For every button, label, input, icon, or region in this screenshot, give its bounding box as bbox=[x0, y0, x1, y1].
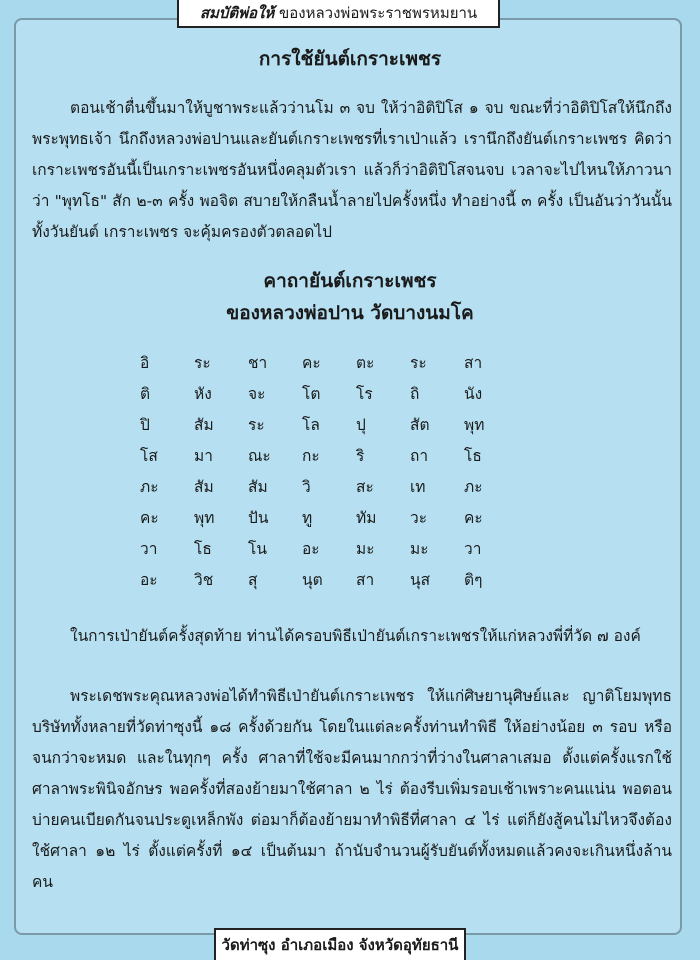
katha-syllable: นุส bbox=[410, 571, 431, 589]
katha-syllable: สุ bbox=[248, 571, 258, 589]
katha-syllable: ชา bbox=[248, 354, 268, 372]
katha-syllable: เท bbox=[410, 478, 426, 496]
katha-syllable: นัง bbox=[464, 385, 483, 403]
katha-syllable: ทัม bbox=[356, 509, 377, 527]
katha-syllable: ระ bbox=[410, 354, 427, 372]
paragraph-ceremony: ในการเป่ายันต์ครั้งสุดท้าย ท่านได้ครอบพิธีเป่ายันต์เกราะเพชรให้แก่หลวงพี่ที่วัด ๗ องค์ bbox=[70, 627, 641, 645]
katha-syllable: นุต bbox=[302, 571, 323, 589]
katha-syllable: กะ bbox=[302, 447, 320, 465]
katha-syllable: โส bbox=[140, 447, 158, 465]
footer-location: วัดท่าซุง อำเภอเมือง จังหวัดอุทัยธานี bbox=[214, 928, 466, 960]
katha-syllable: โน bbox=[248, 540, 267, 558]
katha-syllable: มะ bbox=[356, 540, 375, 558]
katha-syllable: ถา bbox=[410, 447, 429, 465]
katha-syllable: สัม bbox=[194, 416, 214, 434]
katha-syllable: สัม bbox=[194, 478, 214, 496]
katha-syllable: ปุ bbox=[356, 416, 366, 434]
katha-row bbox=[140, 502, 518, 533]
katha-syllable: ภะ bbox=[140, 478, 159, 496]
katha-syllable: ติๆ bbox=[464, 571, 483, 589]
katha-grid bbox=[140, 347, 518, 595]
paragraph-history: พระเดชพระคุณหลวงพ่อได้ทำพิธีเป่ายันต์เกราะเพชร ให้แก่ศิษยานุศิษย์และ ญาติโยมพุทธบริษัททั้งหลายที่วัดท่าซุงนี้ ๑๘ ครั้งด้วยกัน โดยในแต่ละครั้งท่านทำพิธี ให้อย่างน้อย ๓ รอบ หรือจนกว่าจะหมด และในทุกๆ ครั้ง ศาลาที่ใช้จะมีคนมากกว่าที่ว่างในศาลาเสมอ ตั้งแต่ครั้งแรกใช้ศาลาพระพินิจอักษร พอครั้งที่สองย้ายมาใช้ศาลา ๒ ไร่ ต้องรีบเพิ่มรอบเช้าเพราะคนแน่น พอตอนบ่ายคนเบียดกันจนประตูเหล็กพัง ต่อมาก็ต้องย้ายมาทำพิธีที่ศาลา ๔ ไร่ แต่ก็ยังสู้คนไม่ไหวจึงต้องใช้ศาลา ๑๒ ไร่ ตั้งแต่ครั้งที่ ๑๔ เป็นต้นมา ถ้านับจำนวนผู้รับยันต์ทั้งหมดแล้วคงจะเกินหนึ่งล้านคน bbox=[32, 687, 672, 891]
katha-syllable: วะ bbox=[410, 509, 428, 527]
katha-syllable: สา bbox=[356, 571, 375, 589]
katha-syllable: ปัน bbox=[248, 509, 269, 527]
katha-syllable: โร bbox=[356, 385, 373, 403]
katha-syllable: โต bbox=[302, 385, 321, 403]
katha-syllable: คะ bbox=[140, 509, 159, 527]
katha-syllable: อะ bbox=[302, 540, 320, 558]
katha-syllable: พุท bbox=[194, 509, 215, 527]
katha-syllable: ริ bbox=[356, 447, 365, 465]
katha-subtitle: ของหลวงพ่อปาน วัดบางนมโค bbox=[226, 302, 474, 324]
katha-syllable: โล bbox=[302, 416, 320, 434]
katha-row bbox=[140, 564, 518, 595]
katha-syllable: วา bbox=[140, 540, 158, 558]
katha-row bbox=[140, 471, 518, 502]
katha-syllable: สัม bbox=[248, 478, 268, 496]
katha-syllable: คะ bbox=[464, 509, 483, 527]
header-series: สมบัติพ่อให้ bbox=[199, 4, 275, 22]
paragraph-usage: ตอนเช้าตื่นขึ้นมาให้บูชาพระแล้วว่านโม ๓ จบ ให้ว่าอิติปิโส ๑ จบ ขณะที่ว่าอิติปิโสให้นึกถึงพระพุทธเจ้า นึกถึงหลวงพ่อปานและยันต์เกราะเพชรที่เราเป่าแล้ว เรานึกถึงยันต์เกราะเพชร คิดว่าเกราะเพชรอันนี้เป็นเกราะเพชรอันหนึ่งคลุมตัวเรา แล้วก็ว่าอิติปิโสจนจบ เวลาจะไปไหนให้ภาวนาว่า "พุทโธ" สัก ๒-๓ ครั้ง พอจิต สบายให้กลืนน้ำลายไปครั้งหนึ่ง ทำอย่างนี้ ๓ ครั้ง เป็นอันว่าวันนั้นทั้งวันยันต์ เกราะเพชร จะคุ้มครองตัวตลอดไป bbox=[32, 99, 672, 241]
katha-syllable: ณะ bbox=[248, 447, 271, 465]
katha-syllable: ทู bbox=[302, 509, 313, 527]
katha-syllable: คะ bbox=[302, 354, 321, 372]
katha-syllable: หัง bbox=[194, 385, 212, 403]
katha-syllable: วิช bbox=[194, 571, 214, 589]
katha-syllable: จะ bbox=[248, 385, 266, 403]
katha-syllable: ภะ bbox=[464, 478, 483, 496]
katha-row bbox=[140, 347, 518, 378]
katha-syllable: ปิ bbox=[140, 416, 150, 434]
katha-syllable: สา bbox=[464, 354, 483, 372]
katha-syllable: ถิ bbox=[410, 385, 420, 403]
katha-syllable: วิ bbox=[302, 478, 311, 496]
katha-syllable: ระ bbox=[248, 416, 265, 434]
katha-row bbox=[140, 378, 518, 409]
katha-syllable: มา bbox=[194, 447, 213, 465]
katha-row bbox=[140, 440, 518, 471]
katha-syllable: ระ bbox=[194, 354, 211, 372]
katha-syllable: พุท bbox=[464, 416, 485, 434]
katha-syllable: อะ bbox=[140, 571, 158, 589]
katha-syllable: โธ bbox=[464, 447, 482, 465]
katha-syllable: อิ bbox=[140, 354, 150, 372]
katha-title: คาถายันต์เกราะเพชร bbox=[263, 270, 437, 292]
katha-syllable: ตะ bbox=[356, 354, 375, 372]
page-title: การใช้ยันต์เกราะเพชร bbox=[258, 48, 442, 70]
katha-row bbox=[140, 409, 518, 440]
header-tab bbox=[177, 0, 500, 28]
katha-syllable: สะ bbox=[356, 478, 374, 496]
katha-syllable: ติ bbox=[140, 385, 151, 403]
katha-syllable: วา bbox=[464, 540, 482, 558]
katha-syllable: มะ bbox=[410, 540, 429, 558]
header-subtitle: ของหลวงพ่อพระราชพรหมยาน bbox=[279, 4, 478, 22]
katha-syllable: สัต bbox=[410, 416, 430, 434]
katha-row bbox=[140, 533, 518, 564]
katha-syllable: โธ bbox=[194, 540, 212, 558]
